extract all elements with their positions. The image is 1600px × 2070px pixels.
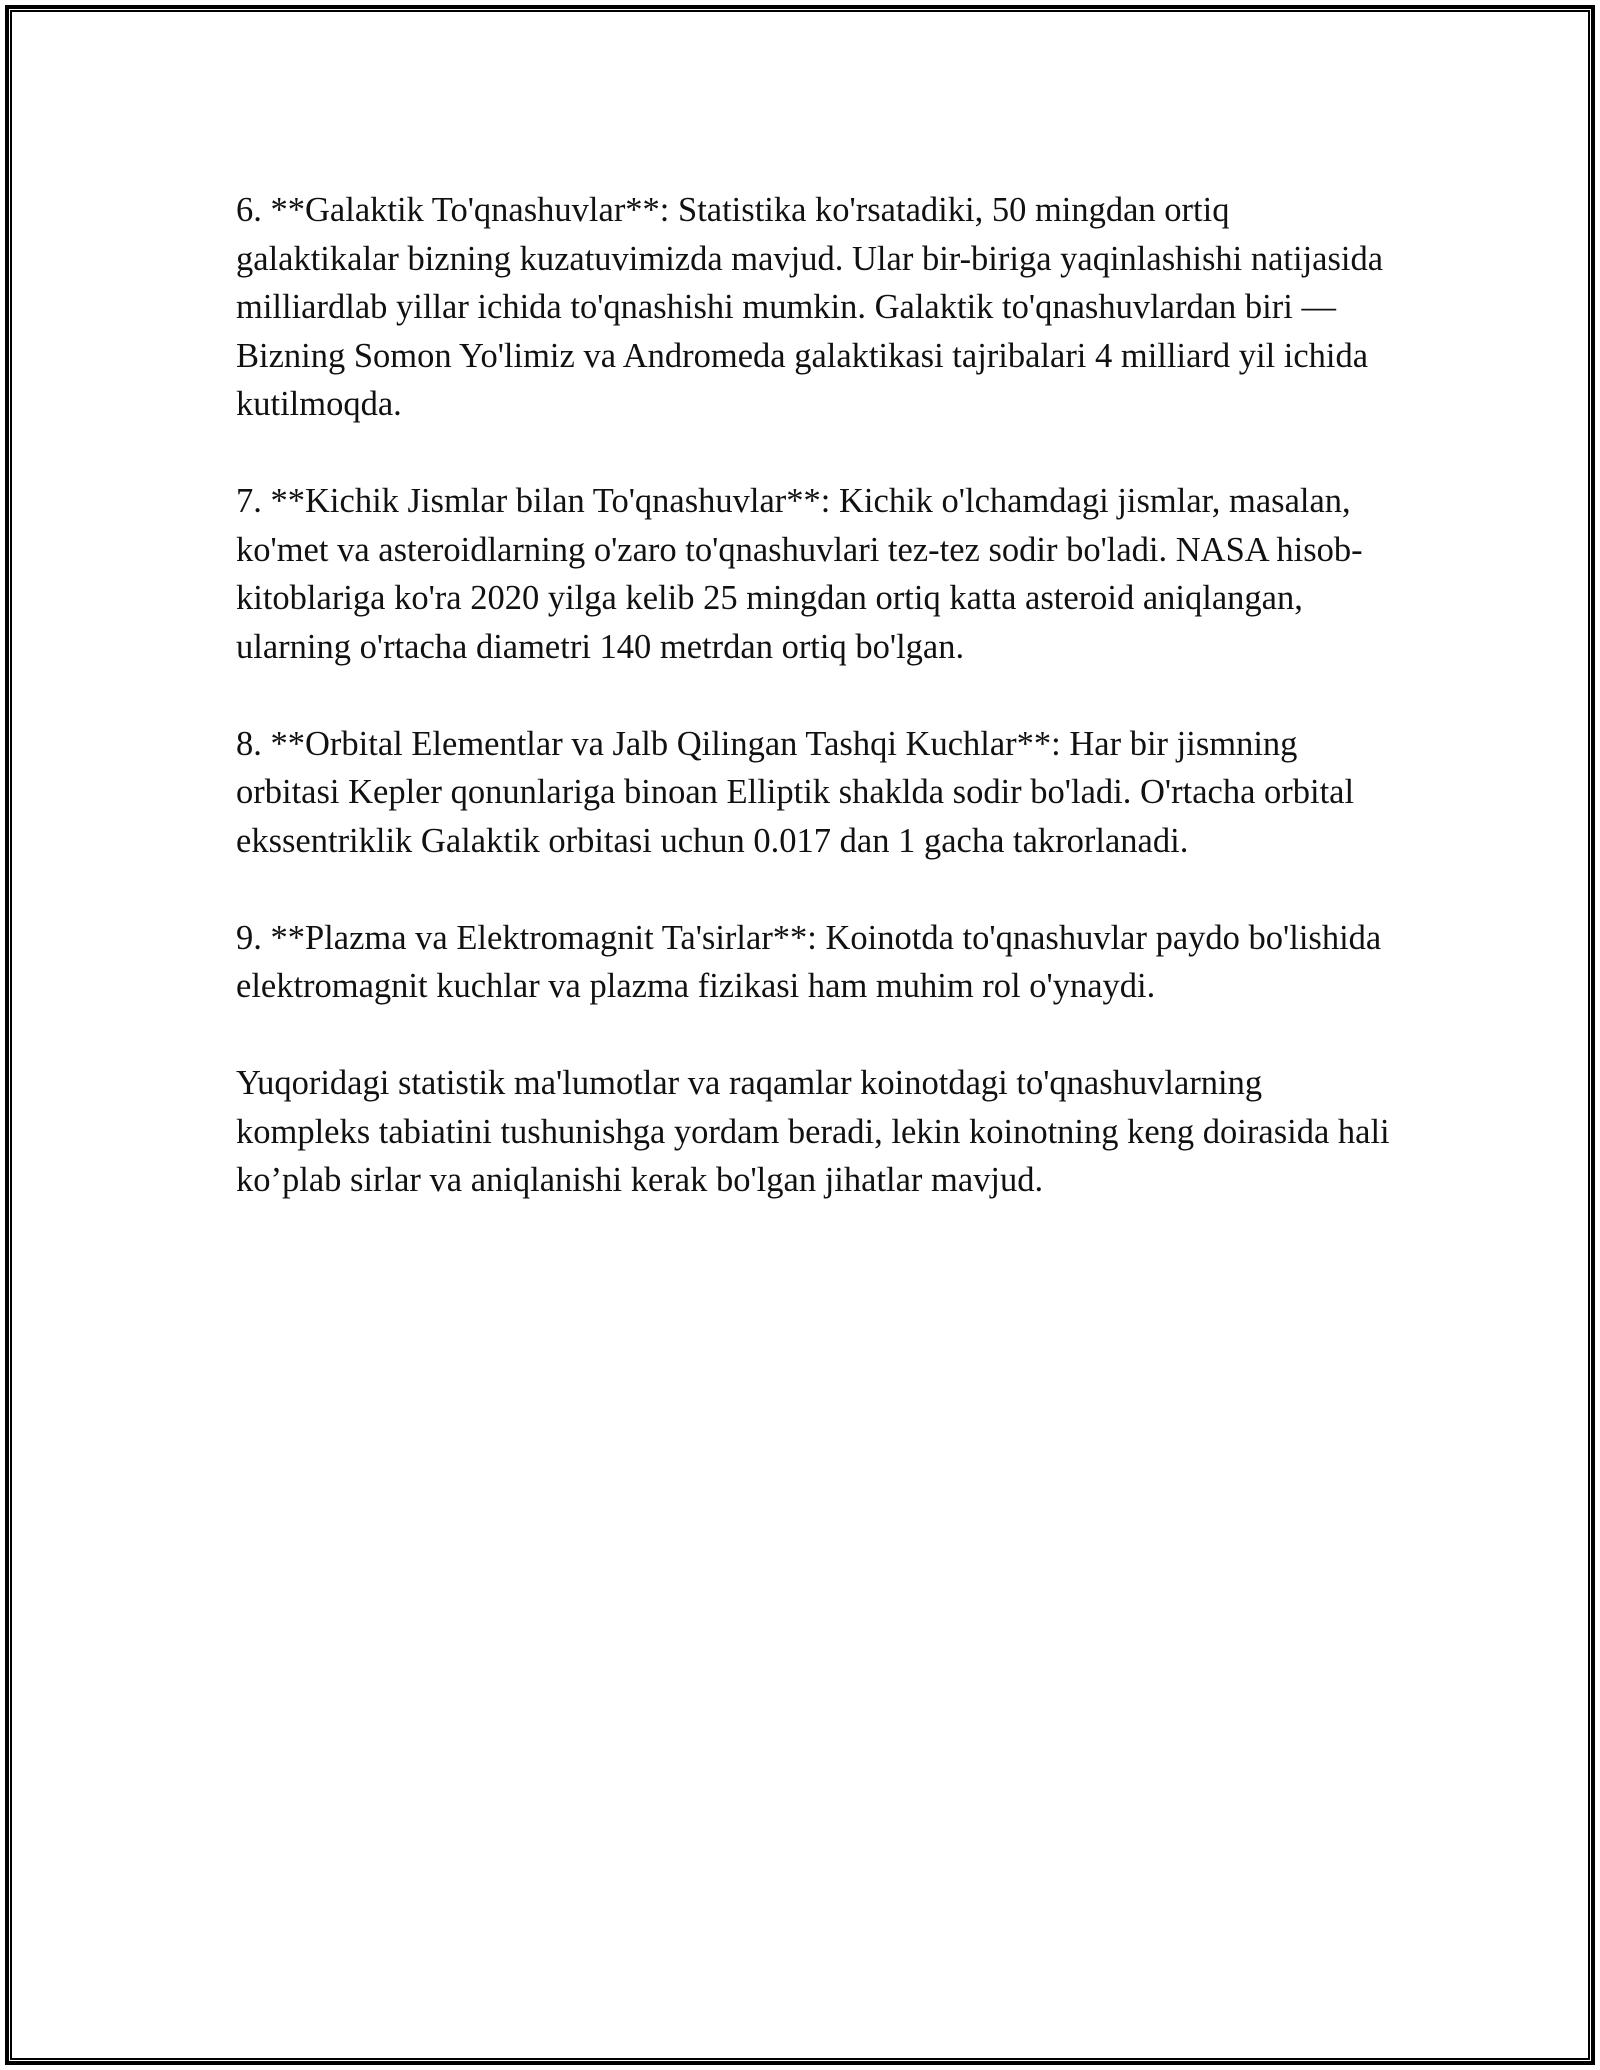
paragraph-small-body-collisions: 7. **Kichik Jismlar bilan To'qnashuvlar**: Kichik o'lchamdagi jismlar, masalan, ko'met va asteroidlarning o'zaro to'qnashuvlari tez-tez sodir bo'ladi. NASA hisob-kitoblariga ko'ra 2020 yilga kelib 25 mingdan ortiq katta asteroid aniqlangan, ularning o'rtacha diametri 140 metrdan ortiq bo'lgan. <box>236 482 1363 666</box>
paragraph-plasma-electromagnetic: 9. **Plazma va Elektromagnit Ta'sirlar**: Koinotda to'qnashuvlar paydo bo'lishida elektromagnit kuchlar va plazma fizikasi ham muhim rol o'ynaydi. <box>236 918 1382 1005</box>
paragraph-conclusion: Yuqoridagi statistik ma'lumotlar va raqamlar koinotdagi to'qnashuvlarning kompleks tabiatini tushunishga yordam beradi, lekin koinotning keng doirasida hali ko’plab sirlar va aniqlanishi kerak bo'lgan jihatlar mavjud. <box>236 1064 1390 1199</box>
paragraph-galactic-collisions: 6. **Galaktik To'qnashuvlar**: Statistika ko'rsatadiki, 50 mingdan ortiq galaktikalar bizning kuzatuvimizda mavjud. Ular bir-biriga yaqinlashishi natijasida milliardlab yillar ichida to'qnashishi mumkin. Galaktik to'qnashuvlardan biri — Bizning Somon Yo'limiz va Andromeda galaktikasi tajribalari 4 milliard yil ichida kutilmoqda. <box>236 191 1384 423</box>
paragraph-orbital-elements: 8. **Orbital Elementlar va Jalb Qilingan Tashqi Kuchlar**: Har bir jismning orbitasi Kepler qonunlariga binoan Elliptik shaklda sodir bo'ladi. O'rtacha orbital ekssentriklik Galaktik orbitasi uchun 0.017 dan 1 gacha takrorlanadi. <box>236 724 1355 860</box>
document-body <box>236 186 1396 1205</box>
